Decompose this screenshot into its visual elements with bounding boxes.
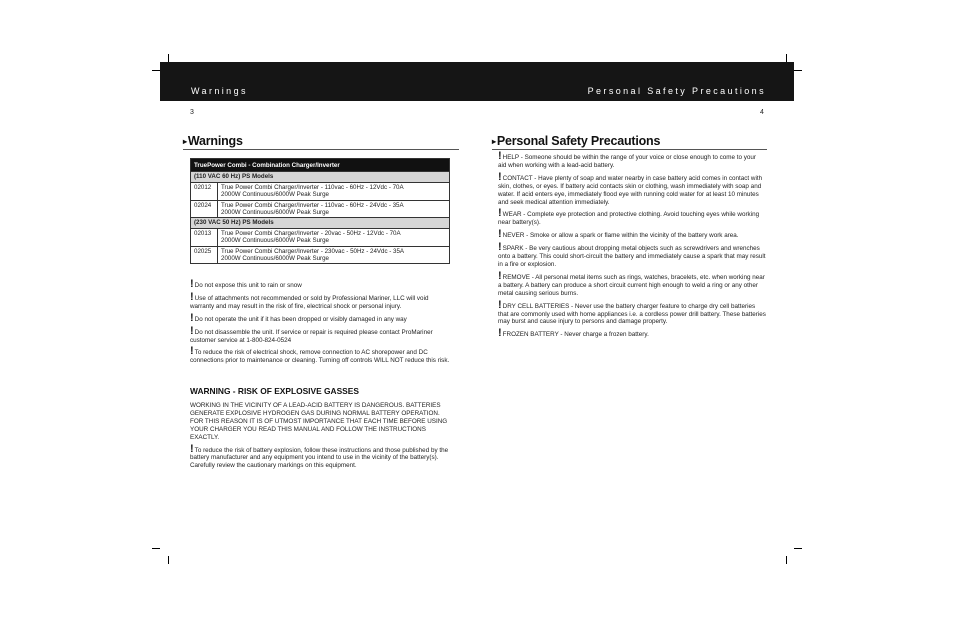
warning-text: Do not expose this unit to rain or snow xyxy=(194,282,302,289)
safety-text: REMOVE - All personal metal items such as rings, watches, bracelets, etc. when working near a battery. A battery can produce a short circuit current high enough to weld a ring or any other metal causing serious burns. xyxy=(498,273,765,297)
models-table xyxy=(190,158,450,264)
table-title: TruePower Combi - Combination Charger/Inverter xyxy=(191,159,450,172)
exclamation-icon: ! xyxy=(498,228,502,241)
exclamation-icon: ! xyxy=(190,311,194,324)
header-bar xyxy=(160,62,794,101)
warnings-title-text: Warnings xyxy=(187,134,243,148)
safety-text: HELP - Someone should be within the range of your voice or close enough to come to your aid when working with a lead-acid battery. xyxy=(498,154,756,169)
safety-list xyxy=(498,150,766,343)
safety-item xyxy=(498,170,766,207)
exclamation-icon: ! xyxy=(498,269,502,282)
warning-item xyxy=(190,345,454,365)
safety-item xyxy=(498,150,766,170)
warning-item xyxy=(190,278,454,290)
safety-item xyxy=(498,241,766,269)
model-code: 02024 xyxy=(191,200,218,218)
crop-mark xyxy=(152,548,160,549)
exclamation-icon: ! xyxy=(498,207,502,220)
warning-text: Do not disassemble the unit. If service or repair is required please contact ProMariner customer service at 1-800-824-0524 xyxy=(190,328,433,344)
table-row xyxy=(191,182,450,200)
page-number-right: 4 xyxy=(760,109,764,116)
exclamation-icon: ! xyxy=(190,290,194,303)
warnings-list xyxy=(190,278,454,369)
model-code: 02025 xyxy=(191,246,218,264)
safety-text: NEVER - Smoke or allow a spark or flame within the vicinity of the battery work area. xyxy=(502,232,739,240)
exclamation-icon: ! xyxy=(498,298,502,311)
warning-item xyxy=(190,324,454,345)
safety-text: FROZEN BATTERY - Never charge a frozen battery. xyxy=(502,331,649,339)
model-desc-line: 2000W Continuous/6000W Peak Surge xyxy=(221,191,330,199)
safety-item xyxy=(498,228,766,241)
table-group-label: (230 VAC 50 Hz) PS Models xyxy=(191,218,450,228)
title-arrow-icon: ▸ xyxy=(183,137,187,146)
warning-item xyxy=(190,290,454,311)
table-group-label: (110 VAC 60 Hz) PS Models xyxy=(191,172,450,182)
crop-mark xyxy=(786,556,787,564)
crop-mark xyxy=(794,548,802,549)
warning-text: To reduce the risk of electrical shock, remove connection to AC shorepower and DC connections prior to maintenance or cleaning. Turning off controls WILL NOT reduce this risk. xyxy=(190,349,450,365)
safety-text: DRY CELL BATTERIES - Never use the battery charger feature to charge dry cell batteries that are commonly used with home appliances i.e. a cordless power drill battery. These batteries may burst and cause injury to persons and damage property. xyxy=(498,302,766,326)
model-code: 02012 xyxy=(191,182,218,200)
exclamation-icon: ! xyxy=(190,324,194,337)
model-desc-line: 2000W Continuous/6000W Peak Surge xyxy=(221,255,330,263)
header-left-title: Warnings xyxy=(191,86,248,96)
exclamation-icon: ! xyxy=(498,170,502,183)
warning-item xyxy=(190,311,454,324)
warnings-title-rule xyxy=(183,149,459,150)
model-desc xyxy=(218,246,450,264)
explosive-note xyxy=(190,442,454,471)
safety-title xyxy=(492,134,660,148)
model-desc xyxy=(218,182,450,200)
crop-mark xyxy=(794,70,802,71)
model-desc-line: True Power Combi Charger/Inverter - 110vac - 60Hz - 12Vdc - 70A xyxy=(221,183,404,191)
warning-text: Use of attachments not recommended or sold by Professional Mariner, LLC will void warranty and may result in the risk of fire, electrical shock or personal injury. xyxy=(190,294,429,310)
model-code: 02013 xyxy=(191,228,218,246)
model-desc-line: True Power Combi Charger/Inverter - 230vac - 50Hz - 24Vdc - 35A xyxy=(221,247,405,255)
header-right-title: Personal Safety Precautions xyxy=(587,86,766,96)
safety-text: CONTACT - Have plenty of soap and water nearby in case battery acid comes in contact with skin, clothes, or eyes. If battery acid contacts skin or clothing, wash immediately with soap and water. If acid enters eye, immediately flood eye with running cold water for at least 10 minutes and seek medical attention immediately. xyxy=(498,174,763,206)
table-row xyxy=(191,200,450,218)
explosive-note-text: To reduce the risk of battery explosion, follow these instructions and those published by the battery manufacturer and any equipment you intend to use in the vicinity of the battery(s). Carefully review the cautionary markings on this equipment. xyxy=(190,446,449,470)
model-desc-line: 2000W Continuous/6000W Peak Surge xyxy=(221,209,330,217)
safety-title-text: Personal Safety Precautions xyxy=(496,134,661,148)
crop-mark xyxy=(152,70,160,71)
safety-title-rule xyxy=(492,149,767,150)
crop-mark xyxy=(168,54,169,62)
safety-item xyxy=(498,327,766,340)
exclamation-icon: ! xyxy=(498,241,502,254)
exclamation-icon: ! xyxy=(498,327,502,340)
model-desc-line: True Power Combi Charger/Inverter - 20vac - 50Hz - 12Vdc - 70A xyxy=(221,229,401,237)
explosive-gasses-caps-text: WORKING IN THE VICINITY OF A LEAD-ACID BATTERY IS DANGEROUS. BATTERIES GENERATE EXPLOSIVE HYDROGEN GAS DURING NORMAL BATTERY OPERATION. FOR THIS REASON IT IS OF UTMOST IMPORTANCE THAT EACH TIME BEFORE USING YOUR CHARGER YOU READ THIS MANUAL AND FOLLOW THE INSTRUCTIONS EXACTLY. xyxy=(190,402,448,441)
warnings-title xyxy=(183,134,243,148)
explosive-gasses-heading: WARNING - RISK OF EXPLOSIVE GASSES xyxy=(190,386,359,396)
model-desc-line: True Power Combi Charger/Inverter - 110vac - 60Hz - 24Vdc - 35A xyxy=(221,201,404,209)
exclamation-icon: ! xyxy=(190,442,194,455)
page-number-left: 3 xyxy=(190,109,194,116)
crop-mark xyxy=(786,54,787,62)
safety-item xyxy=(498,207,766,227)
model-desc-line: 2000W Continuous/6000W Peak Surge xyxy=(221,237,330,245)
title-arrow-icon: ▸ xyxy=(492,137,496,146)
table-row xyxy=(191,246,450,264)
table-row xyxy=(191,228,450,246)
warning-text: Do not operate the unit if it has been dropped or visibly damaged in any way xyxy=(194,315,407,323)
exclamation-icon: ! xyxy=(498,150,502,162)
exclamation-icon: ! xyxy=(190,345,194,358)
explosive-gasses-block xyxy=(190,402,454,470)
model-desc xyxy=(218,200,450,218)
exclamation-icon: ! xyxy=(190,278,194,290)
safety-item xyxy=(498,298,766,327)
model-desc xyxy=(218,228,450,246)
safety-item xyxy=(498,269,766,298)
safety-text: SPARK - Be very cautious about dropping metal objects such as screwdrivers and wrenches onto a battery. This could short-circuit the battery and immediately cause a spark that may result in a fire or explosion. xyxy=(498,245,766,268)
crop-mark xyxy=(168,556,169,564)
safety-text: WEAR - Complete eye protection and protective clothing. Avoid touching eyes while working near battery(s). xyxy=(498,211,760,227)
